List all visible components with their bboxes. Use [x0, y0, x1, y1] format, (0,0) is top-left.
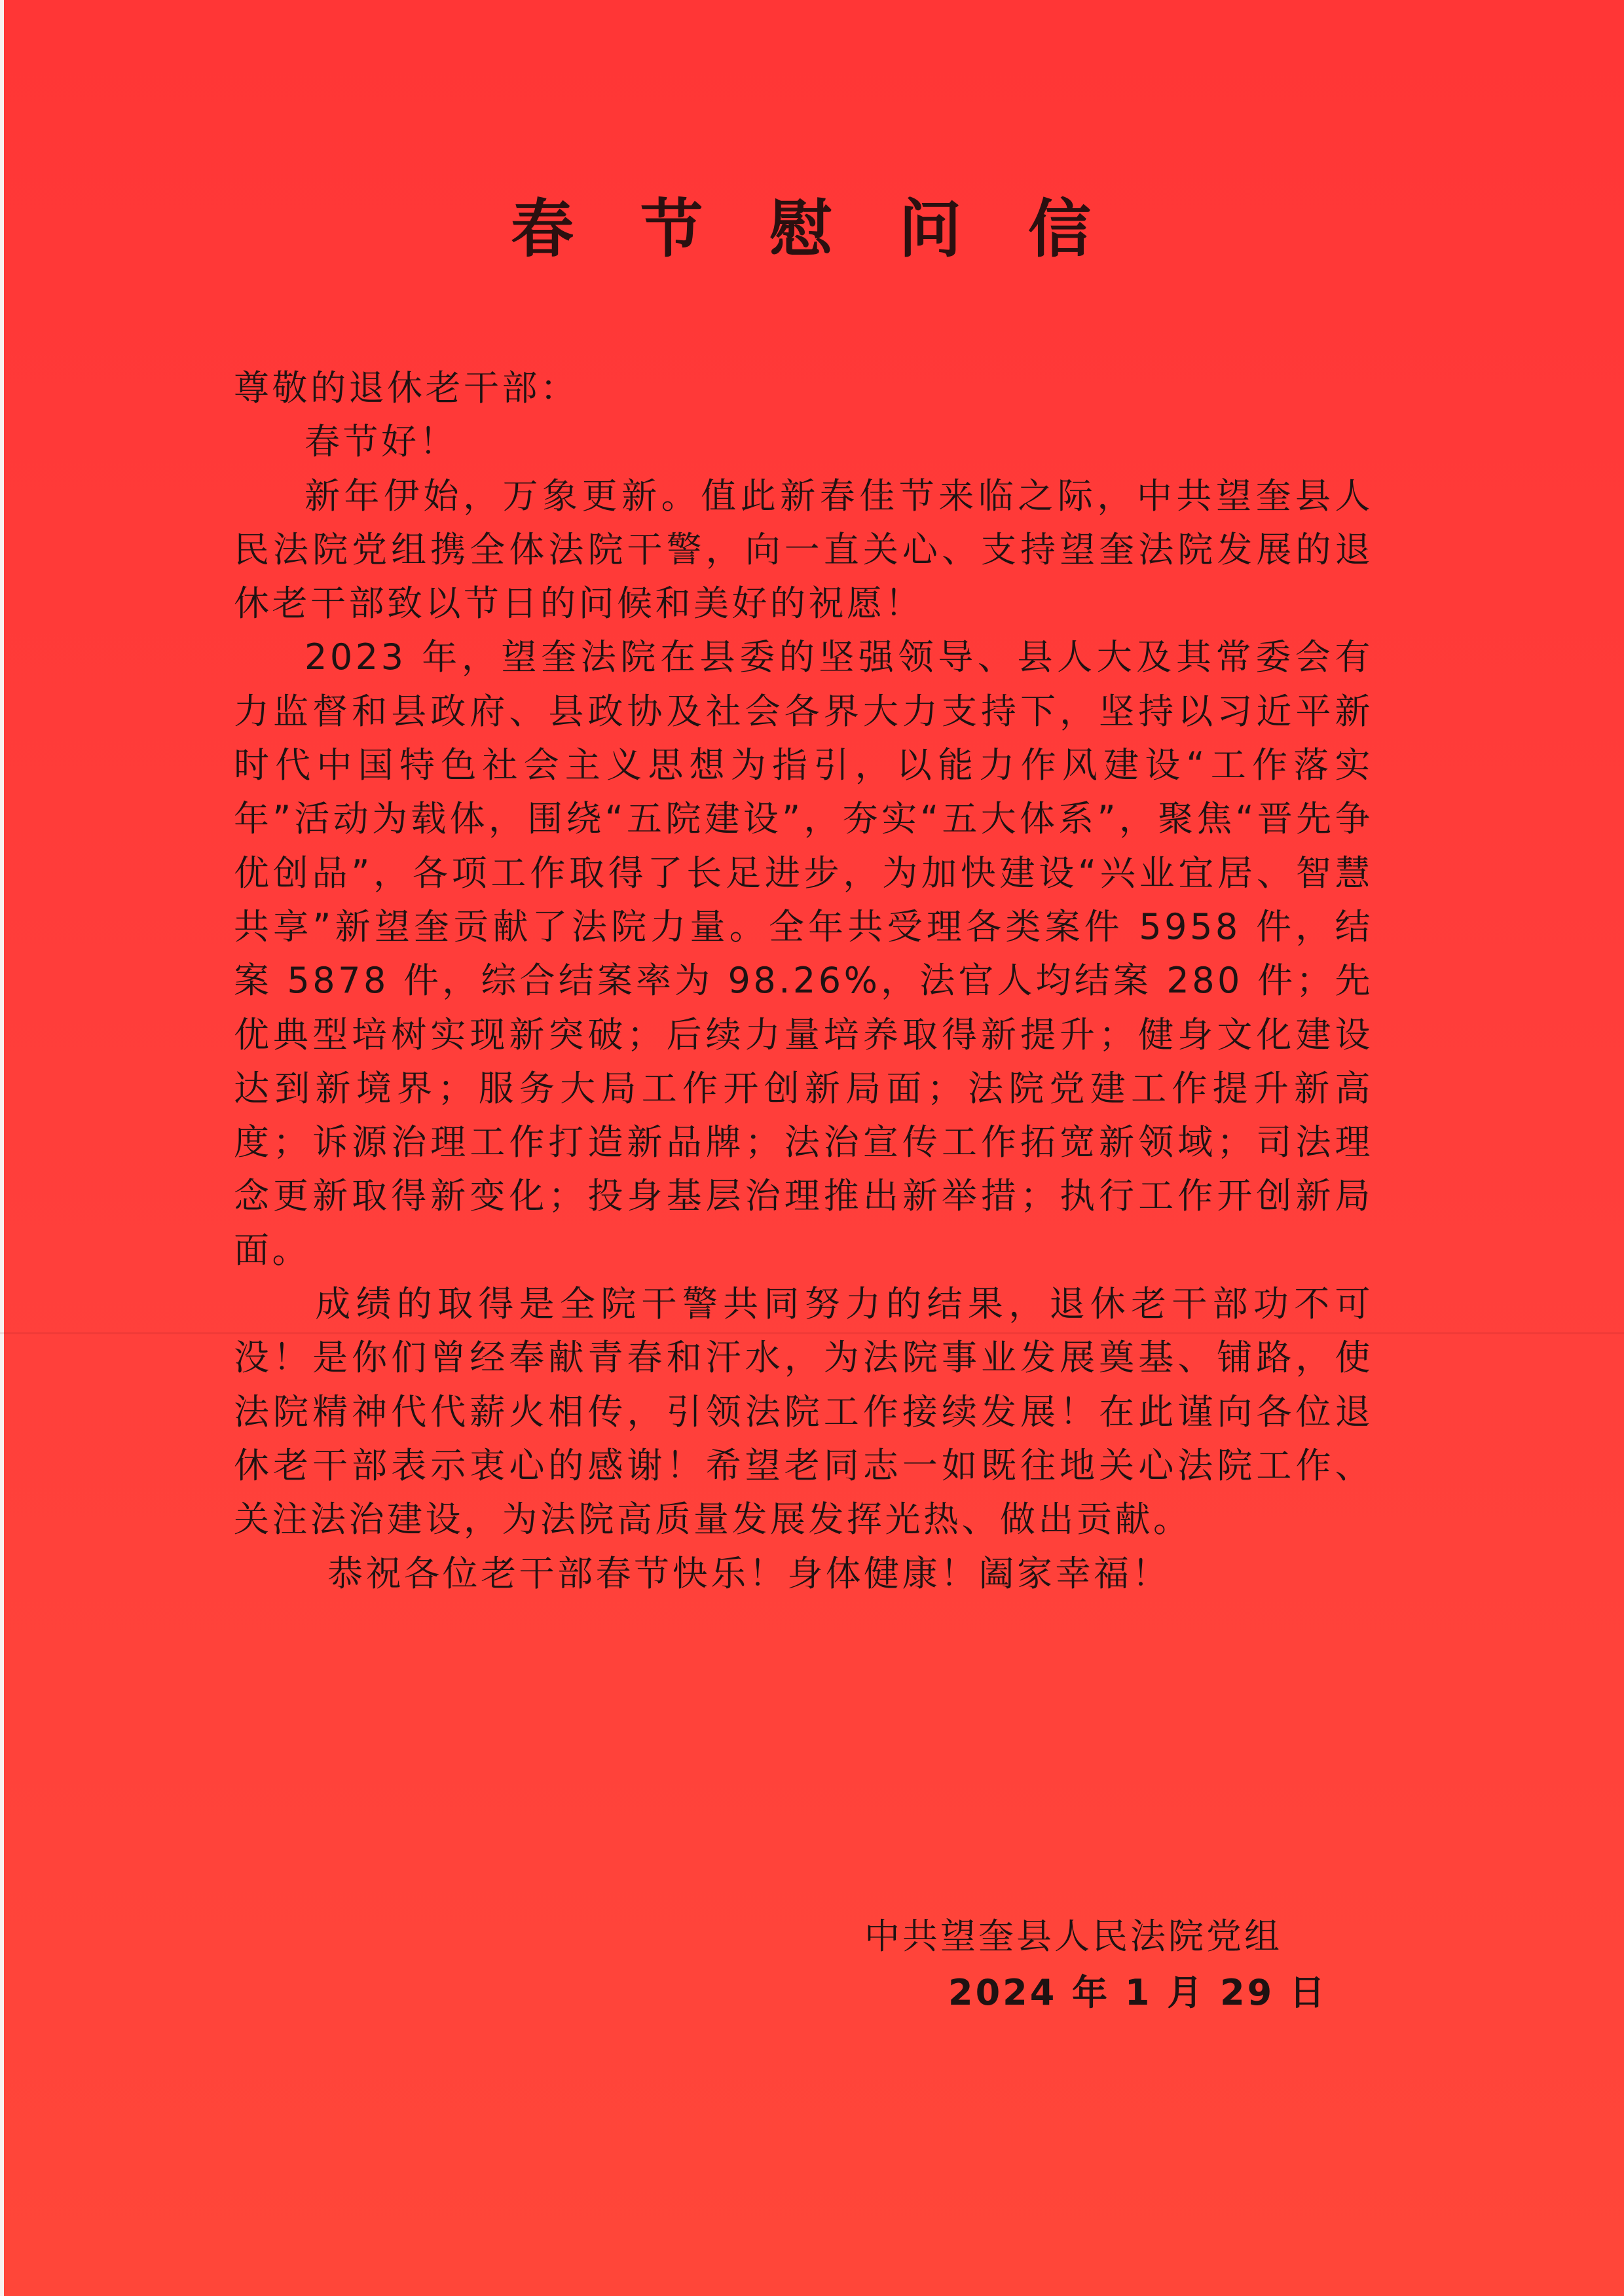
letter-title: 春 节 慰 问 信	[511, 192, 1113, 266]
signature-organization: 中共望奎县人民法院党组	[864, 1916, 1282, 1957]
paragraph-thanks: 成绩的取得是全院干警共同努力的结果，退休老干部功不可没！是你们曾经奉献青春和汗水，为法院事业发展奠基、铺路，使法院精神代代薪火相传，引领法院工作接续发展！在此谨向各位退休老干部表示衷心的感谢！希望老同志一如既往地关心法院工作、关注法治建设，为法院高质量发展发挥光热、做出贡献。	[234, 1283, 1373, 1540]
paragraph-intro: 新年伊始，万象更新。值此新春佳节来临之际，中共望奎县人民法院党组携全体法院干警，向一直关心、支持望奎法院发展的退休老干部致以节日的问候和美好的祝愿！	[234, 475, 1373, 625]
signature-date: 2024 年 1 月 29 日	[948, 1972, 1328, 2013]
signature-block	[864, 1908, 1388, 2021]
closing-wishes: 恭祝各位老干部春节快乐！身体健康！阖家幸福！	[327, 1552, 1171, 1594]
greeting: 春节好！	[304, 421, 458, 463]
letter-body	[234, 361, 1373, 1601]
paragraph-achievements: 2023 年，望奎法院在县委的坚强领导、县人大及其常委会有力监督和县政府、县政协及社会各界大力支持下，坚持以习近平新时代中国特色社会主义思想为指引，以能力作风建设“工作落实年”活动为载体，围绕“五院建设”，夯实“五大体系”，聚焦“晋先争优创品”，各项工作取得了长足进步，为加快建设“兴业宜居、智慧共享”新望奎贡献了法院力量。全年共受理各类案件 5958 件，结案 5878 件，综合结案率为 98.26%，法官人均结案 280 件；先优典型培树实现新突破；后续力量培养取得新提升；健身文化建设达到新境界；服务大局工作开创新局面；法院党建工作提升新高度；诉源治理工作打造新品牌；法治宣传工作拓宽新领域；司法理念更新取得新变化；投身基层治理推出新举措；执行工作开创新局面。	[234, 636, 1373, 1271]
salutation: 尊敬的退休老干部：	[234, 367, 579, 409]
